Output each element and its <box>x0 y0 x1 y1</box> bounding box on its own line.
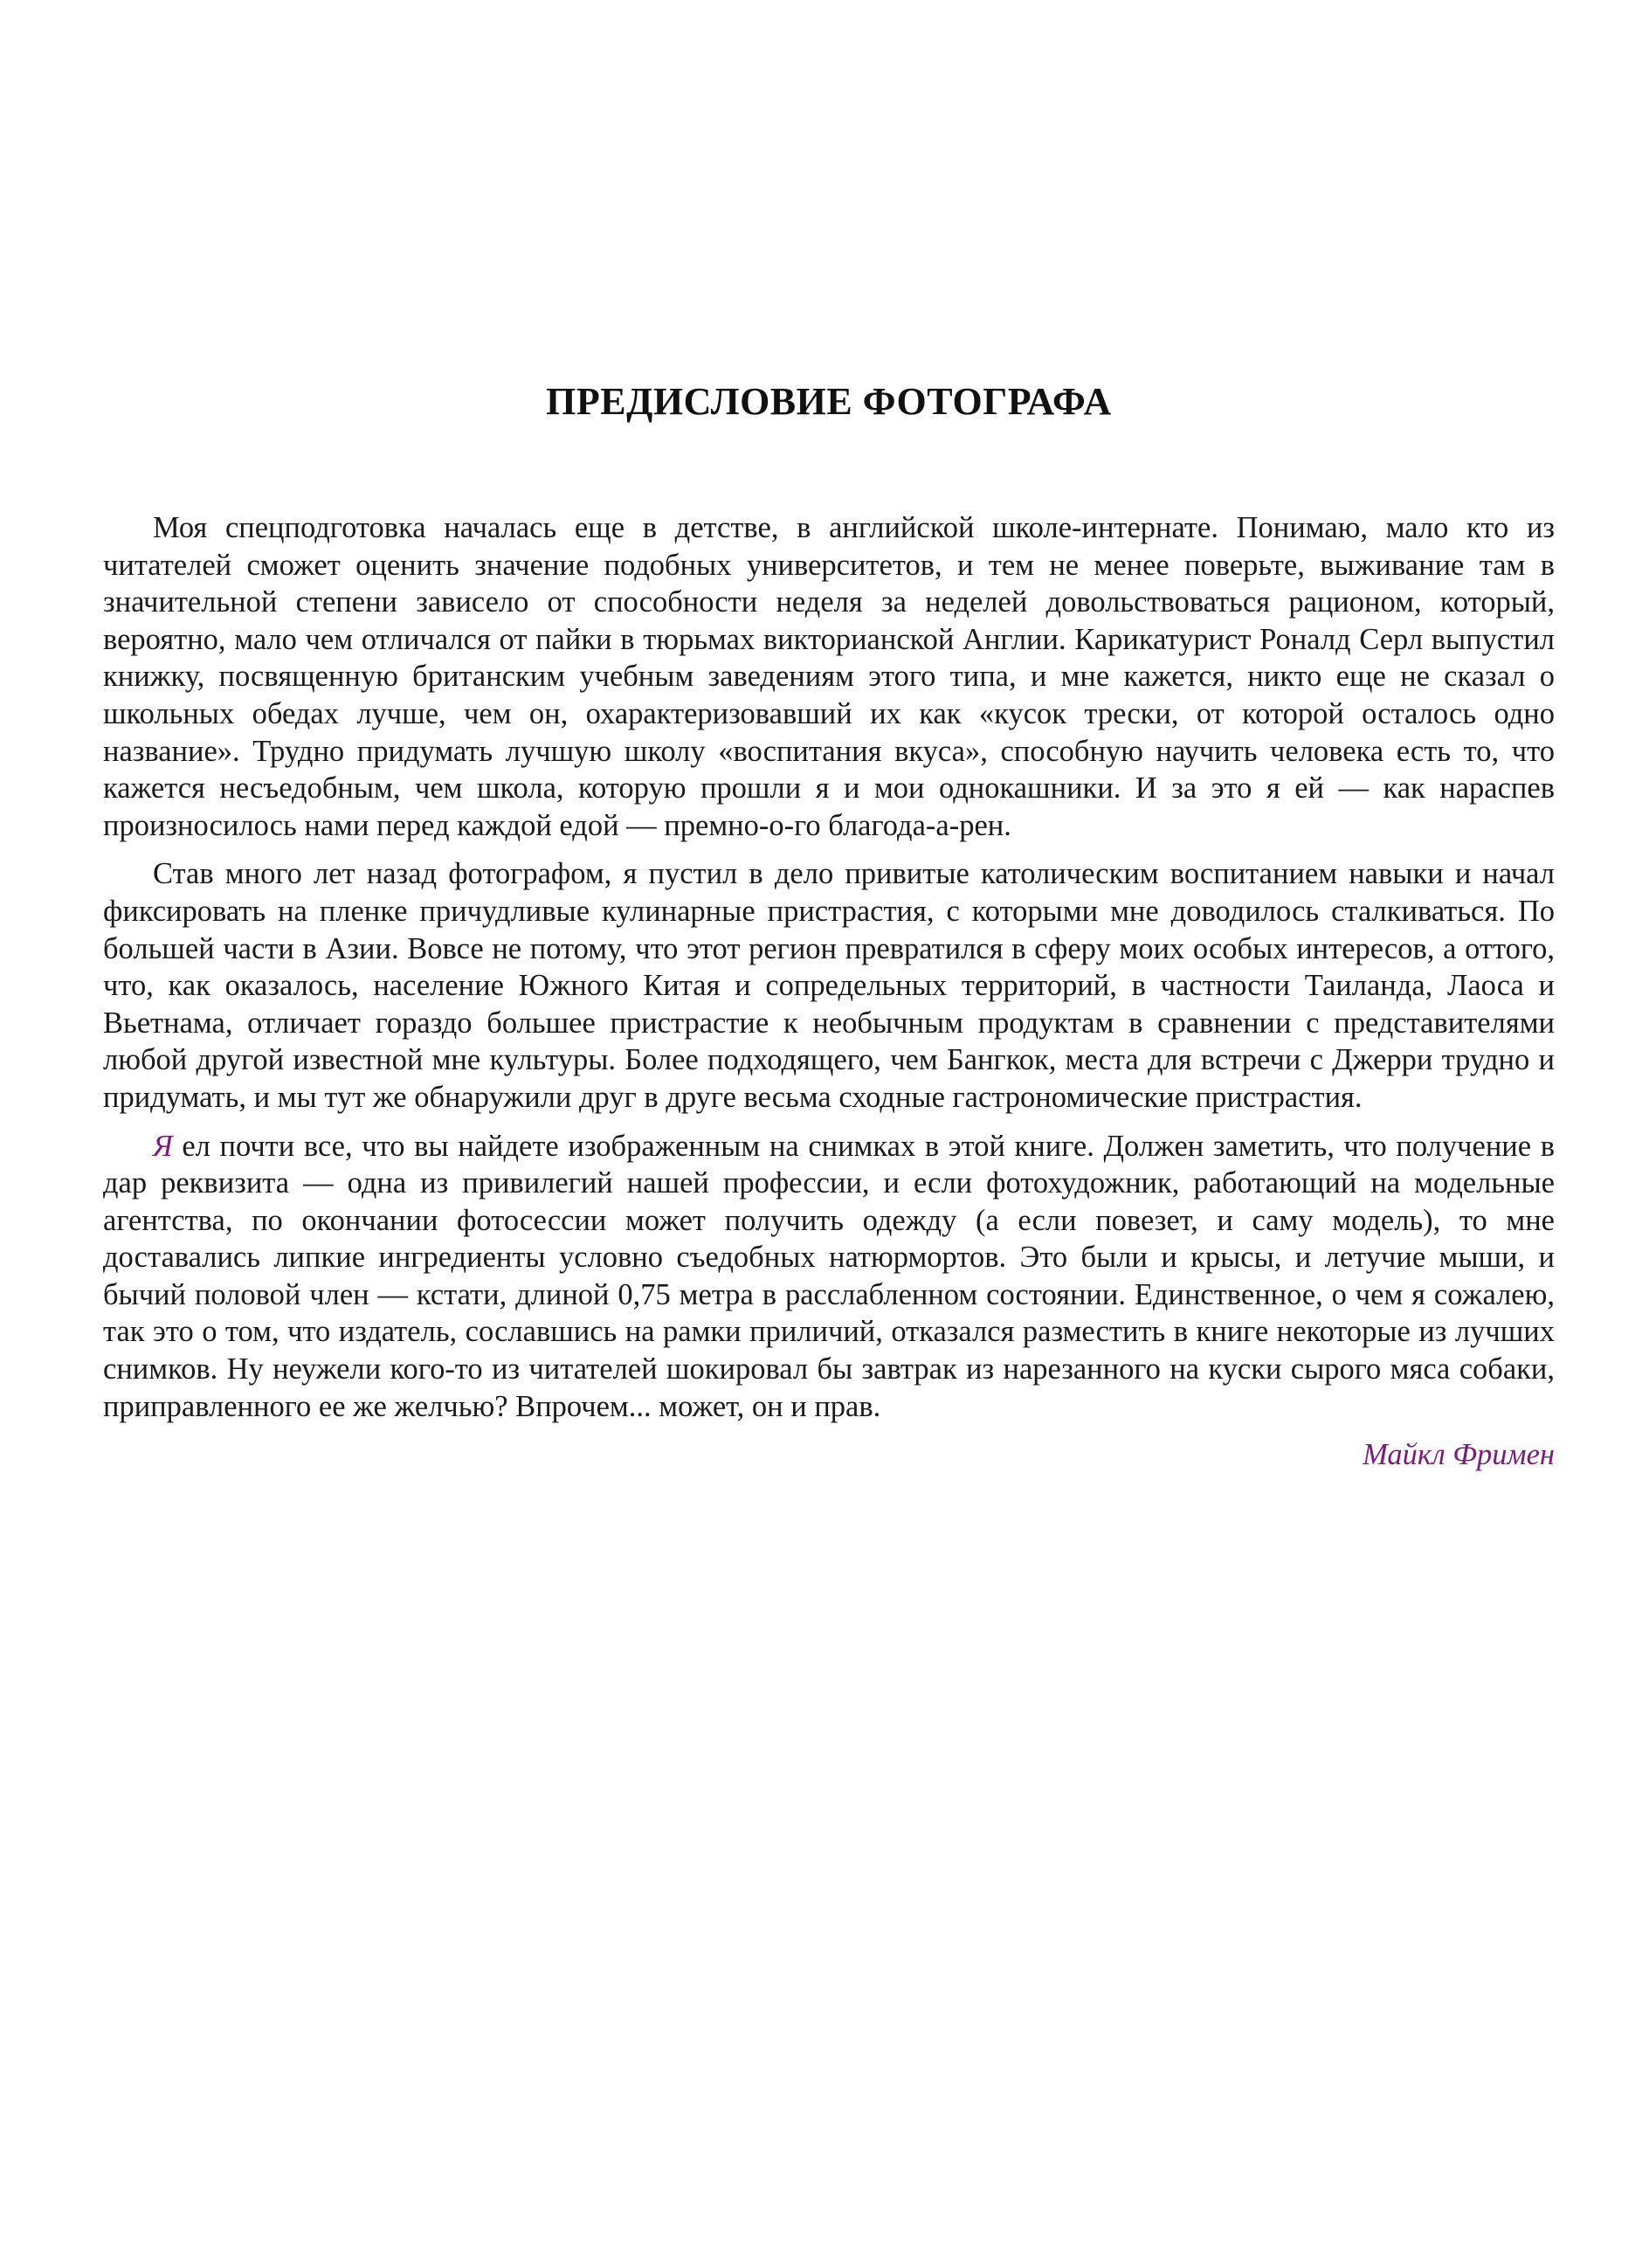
paragraph-2-text: Став много лет назад фотографом, я пустил в дело привитые католическим воспитанием навыки и начал фиксировать на пленке причудливые кулинарные пристрастия, с которыми мне доводилось сталкиваться. По большей части в Азии. Вовсе не потому, что этот регион превратился в сферу моих особых интересов, а оттого, что, как оказалось, население Южного Китая и сопредельных территорий, в частности Таиланда, Лаоса и Вьетнама, отличает гораздо большее пристрастие к необычным продуктам в сравнении с представителями любой другой известной мне культуры. Более подходящего, чем Бангкок, места для встречи с Джерри трудно и придумать, и мы тут же обнаружили друг в друге весьма сходные гастрономические пристрастия. <box>103 857 1555 1114</box>
paragraph-3-lead-letter: Я <box>153 1129 173 1163</box>
document-body <box>103 509 1555 1474</box>
paragraph-3-text: ел почти все, что вы найдете изображенным на снимках в этой книге. Должен заметить, что получение в дар реквизита — одна из привилегий нашей профессии, и если фотохудожник, работающий на модельные агентства, по окончании фотосессии может получить одежду (а если повезет, и саму модель), то мне доставались липкие ингредиенты условно съедобных натюрмортов. Это были и крысы, и летучие мыши, и бычий половой член — кстати, длиной 0,75 метра в расслабленном состоянии. Единственное, о чем я сожалею, так это о том, что издатель, сославшись на рамки приличий, отказался разместить в книге некоторые из лучших снимков. Ну неужели кого-то из читателей шокировал бы завтрак из нарезанного на куски сырого мяса собаки, приправленного ее же желчью? Впрочем... может, он и прав. <box>103 1129 1555 1423</box>
paragraph-1-text: Моя спецподготовка началась еще в детстве, в английской школе-интернате. Понимаю, мало кто из читателей сможет оценить значение подобных университетов, и тем не менее поверьте, выживание там в значительной степени зависело от способности неделя за неделей довольствоваться рационом, который, вероятно, мало чем отличался от пайки в тюрьмах викторианской Англии. Карикатурист Роналд Серл выпустил книжку, посвященную британским учебным заведениям этого типа, и мне кажется, никто еще не сказал о школьных обедах лучше, чем он, охарактеризовавший их как «кусок трески, от которой осталось одно название». Трудно придумать лучшую школу «воспитания вкуса», способную научить человека есть то, что кажется несъедобным, чем школа, которую прошли я и мои однокашники. И за это я ей — как нараспев произносилось нами перед каждой едой — премно-о-го благода-а-рен. <box>103 511 1555 842</box>
author-signature: Майкл Фримен <box>1363 1438 1555 1472</box>
page-title: ПРЕДИСЛОВИЕ ФОТОГРАФА <box>546 380 1112 423</box>
paragraph-3 <box>103 1128 1555 1426</box>
paragraph-1 <box>103 509 1555 844</box>
paragraph-2 <box>103 855 1555 1116</box>
